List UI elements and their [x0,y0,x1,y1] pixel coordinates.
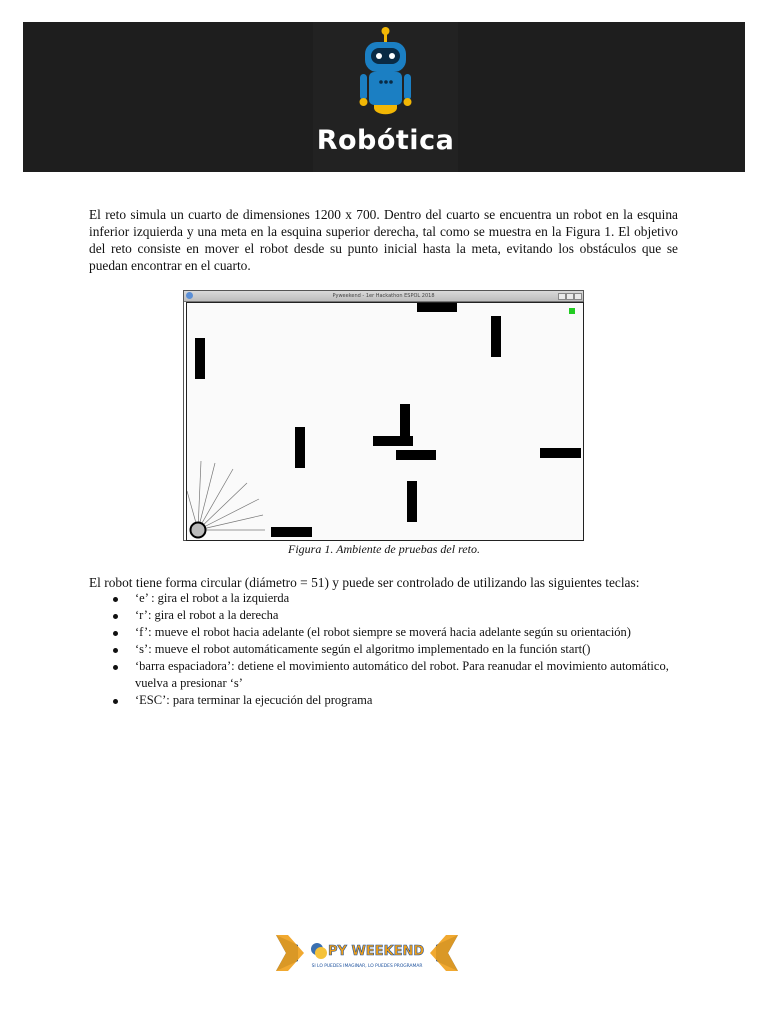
figure-caption: Figura 1. Ambiente de pruebas del reto. [288,542,480,556]
list-item-text: ‘s’: mueve el robot automáticamente según el algoritmo implementado en la función start() [135,642,591,656]
bullet-icon [113,648,118,653]
robot [191,523,206,538]
pyweekend-logo [276,933,458,973]
controls-intro: El robot tiene forma circular (diámetro = 51) y puede ser controlado de utilizando las siguientes teclas: [89,575,640,590]
maximize-button[interactable] [566,293,574,300]
robot-icon [338,22,433,132]
list-item-text: ‘barra espaciadora’: detiene el movimiento automático del robot. Para reanudar el movimiento automático, vuelva a presionar ‘s’ [135,659,669,690]
brand-name: Robótica [316,125,455,156]
list-item-text: ‘ESC’: para terminar la ejecución del programa [135,693,373,707]
window-titlebar [184,291,583,302]
list-item [113,658,678,692]
bullet-icon [113,699,118,704]
close-button[interactable] [574,293,582,300]
list-item-text: ‘e’ : gira el robot a la izquierda [135,591,290,605]
bullet-icon [113,597,118,602]
list-item [113,624,678,641]
controls-list [113,590,678,709]
list-item-text: ‘f’: mueve el robot hacia adelante (el robot siempre se moverá hacia adelante según su orientación) [135,625,631,639]
bullet-icon [113,665,118,670]
list-item [113,692,678,709]
robot-sensors [187,303,583,540]
svg-text:PY WEEKEND: PY WEEKEND [328,944,425,959]
window-title: Pyweekend - 1er Hackathon ESPOL 2018 [332,293,435,299]
svg-text:SI LO PUEDES IMAGINAR, LO PUED: SI LO PUEDES IMAGINAR, LO PUEDES PROGRAMAR [311,964,423,969]
minimize-button[interactable] [558,293,566,300]
bullet-icon [113,614,118,619]
bullet-icon [113,631,118,636]
list-item [113,607,678,624]
brand-logo [313,22,458,172]
header-banner [23,22,745,172]
list-item [113,590,678,607]
simulator-window [183,290,584,541]
room-canvas [186,302,584,541]
list-item [113,641,678,658]
list-item-text: ‘r’: gira el robot a la derecha [135,608,279,622]
intro-paragraph: El reto simula un cuarto de dimensiones 1200 x 700. Dentro del cuarto se encuentra un robot en la esquina inferior izquierda y una meta en la esquina superior derecha, tal como se muestra en la Figura 1. El objetivo del reto consiste en mover el robot desde su punto inicial hasta la meta, evitando los obstáculos que se puedan encontrar en el cuarto. [89,207,678,273]
